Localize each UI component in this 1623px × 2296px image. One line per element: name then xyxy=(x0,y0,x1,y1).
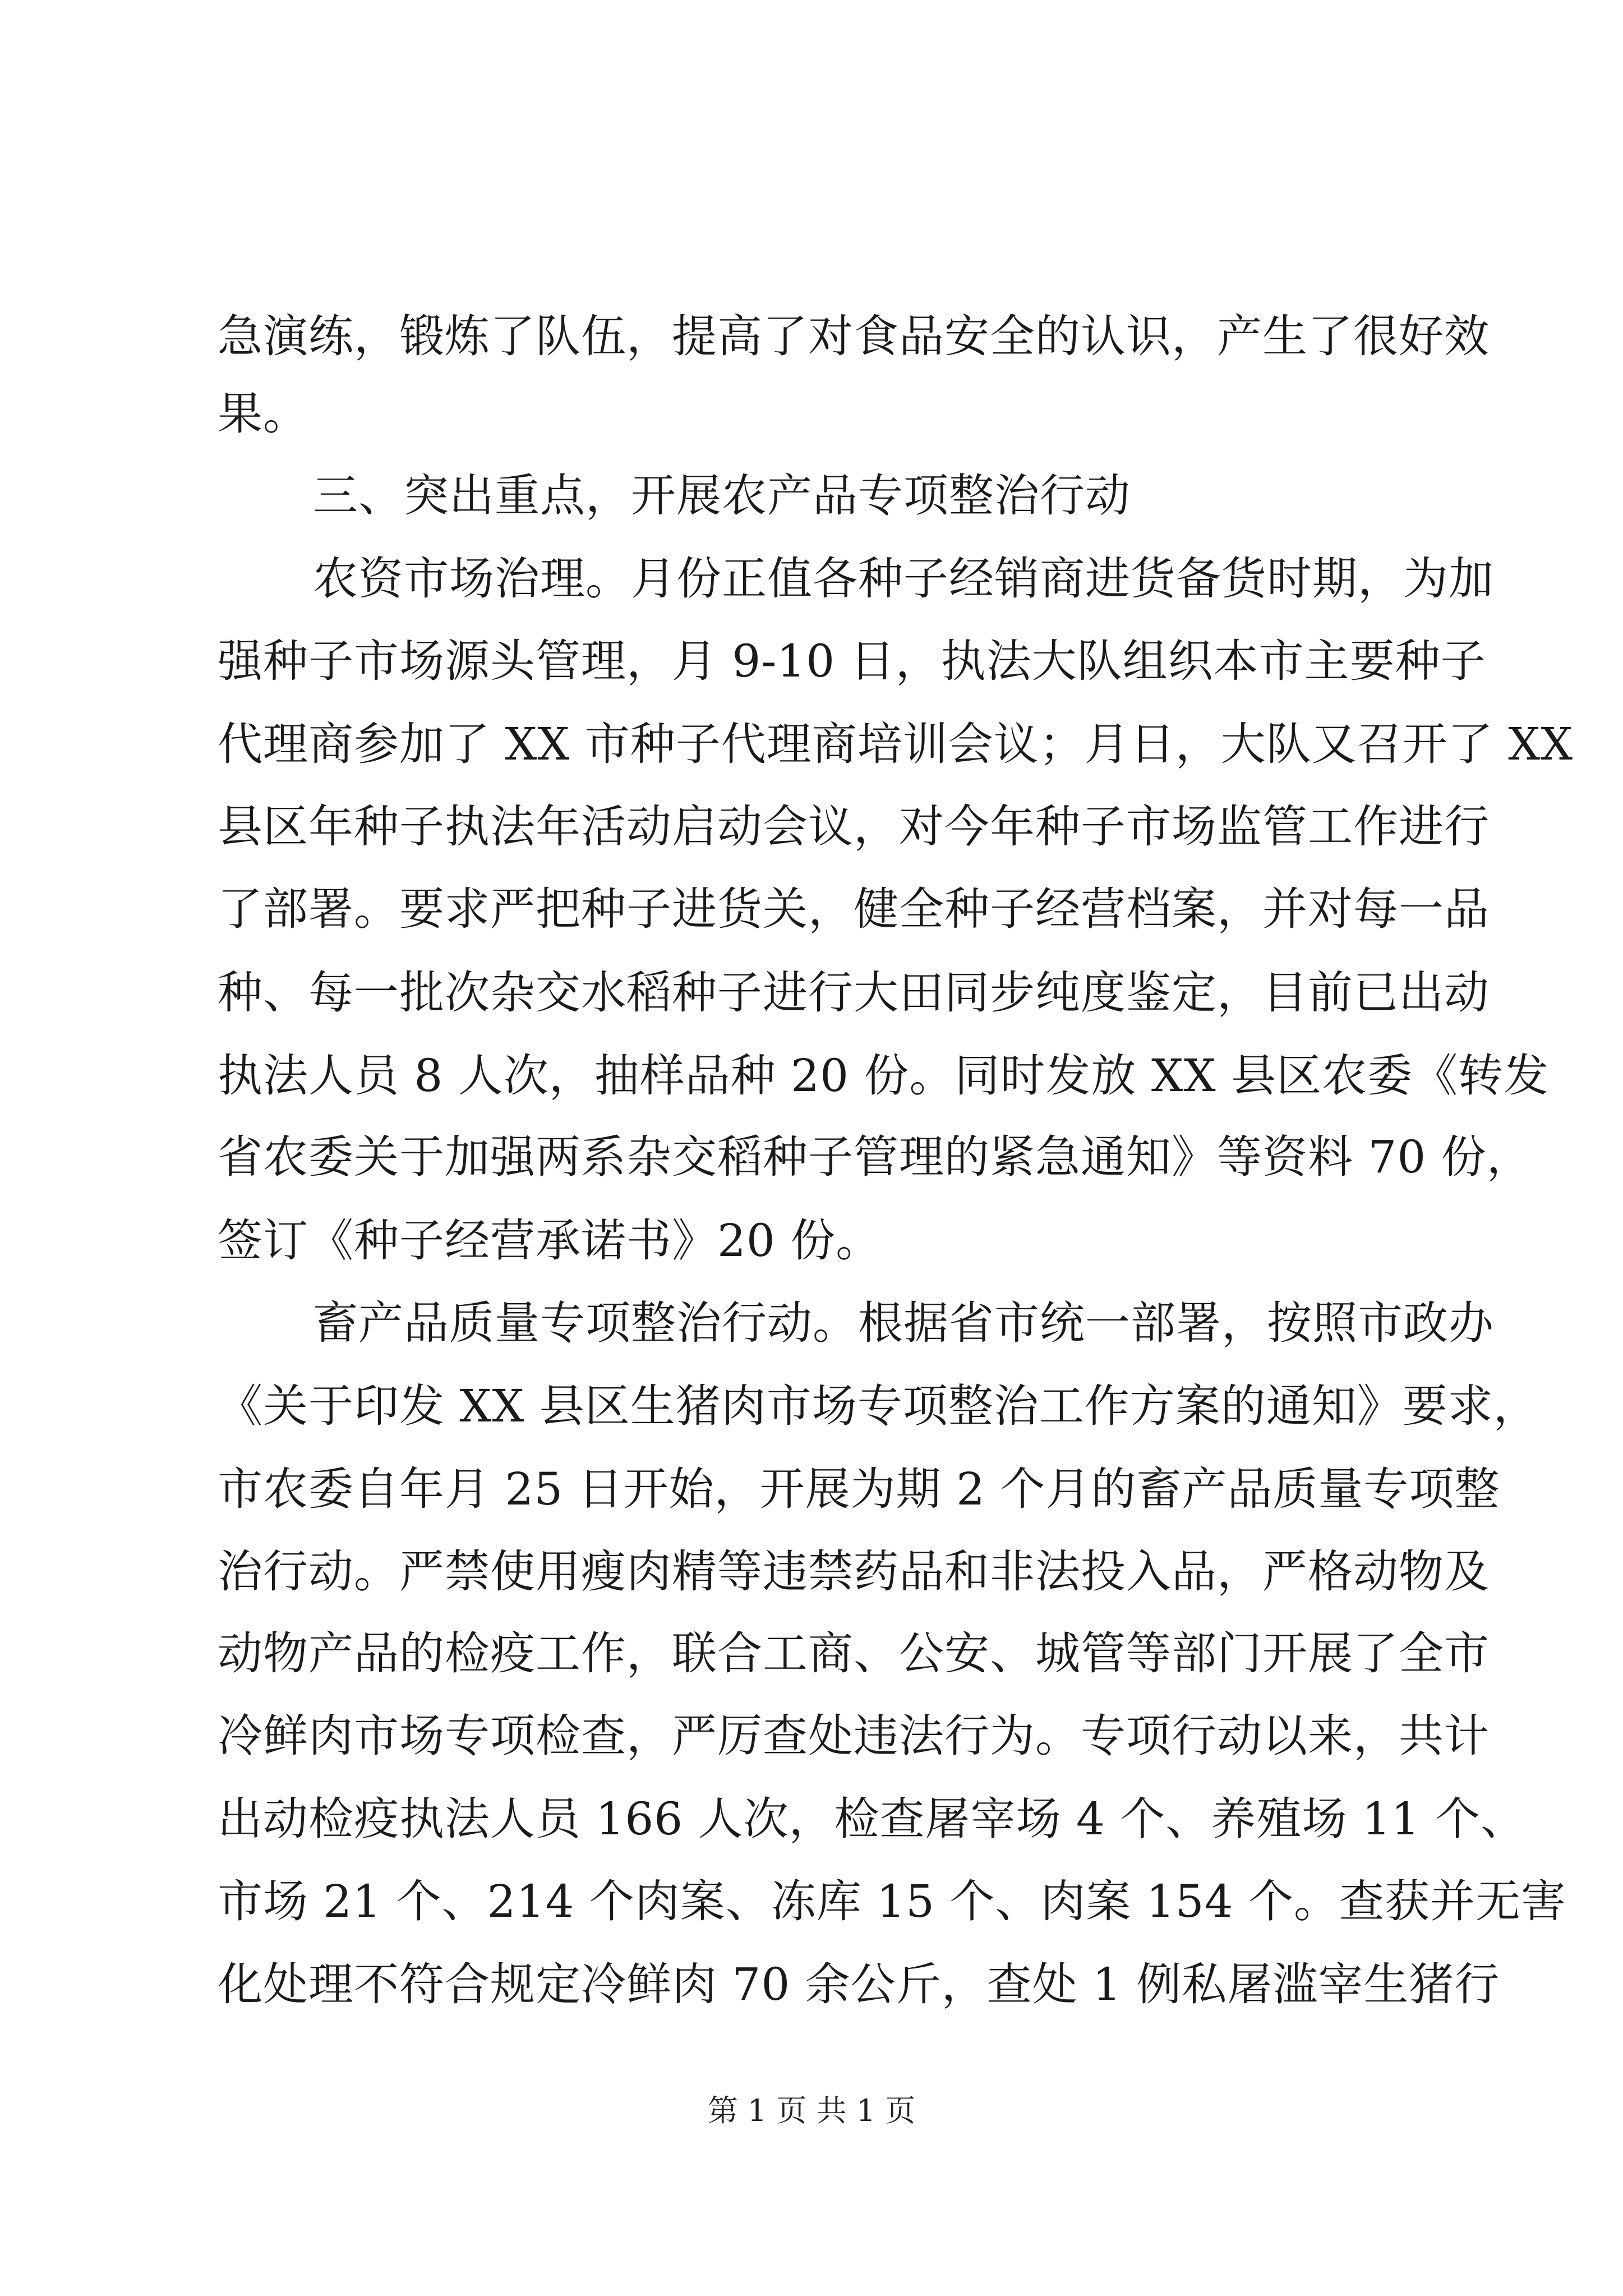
text-line: 动物产品的检疫工作，联合工商、公安、城管等部门开展了全市 xyxy=(218,1627,1490,1680)
page-footer: 第 1 页 共 1 页 xyxy=(707,2093,916,2128)
text-line: 化处理不符合规定冷鲜肉 70 余公斤，查处 1 例私屠滥宰生猪行 xyxy=(218,1958,1500,2010)
section-heading: 三、突出重点，开展农产品专项整治行动 xyxy=(313,470,1131,522)
text-line: 了部署。要求严把种子进货关，健全种子经营档案，并对每一品 xyxy=(218,883,1490,935)
text-line: 畜产品质量专项整治行动。根据省市统一部署，按照市政办 xyxy=(313,1297,1494,1349)
text-line: 县区年种子执法年活动启动会议，对今年种子市场监管工作进行 xyxy=(218,800,1490,853)
text-line: 签订《种子经营承诺书》20 份。 xyxy=(218,1214,882,1267)
text-line: 省农委关于加强两系杂交稻种子管理的紧急通知》等资料 70 份， xyxy=(218,1131,1532,1183)
text-line: 急演练，锻炼了队伍，提高了对食品安全的认识，产生了很好效 xyxy=(218,310,1490,362)
text-line: 强种子市场源头管理，月 9-10 日，执法大队组织本市主要种子 xyxy=(218,635,1486,687)
text-line: 冷鲜肉市场专项检查，严厉查处违法行为。专项行动以来，共计 xyxy=(218,1710,1490,1762)
text-line: 代理商参加了 XX 市种子代理商培训会议；月日，大队又召开了 XX xyxy=(218,718,1574,770)
text-line: 市农委自年月 25 日开始，开展为期 2 个月的畜产品质量专项整 xyxy=(218,1463,1500,1515)
text-line: 《关于印发 XX 县区生猪肉市场专项整治工作方案的通知》要求， xyxy=(218,1380,1539,1432)
text-line: 果。 xyxy=(218,388,308,440)
text-line: 出动检疫执法人员 166 人次，检查屠宰场 4 个、养殖场 11 个、 xyxy=(218,1793,1526,1845)
text-line: 执法人员 8 人次，抽样品种 20 份。同时发放 XX 县区农委《转发 xyxy=(218,1050,1550,1102)
text-line: 治行动。严禁使用瘦肉精等违禁药品和非法投入品，严格动物及 xyxy=(218,1545,1490,1598)
text-line: 农资市场治理。月份正值各种子经销商进货备货时期，为加 xyxy=(313,553,1494,605)
text-line: 种、每一批次杂交水稻种子进行大田同步纯度鉴定，目前已出动 xyxy=(218,967,1490,1019)
text-line: 市场 21 个、214 个肉案、冻库 15 个、肉案 154 个。查获并无害 xyxy=(218,1875,1566,1927)
